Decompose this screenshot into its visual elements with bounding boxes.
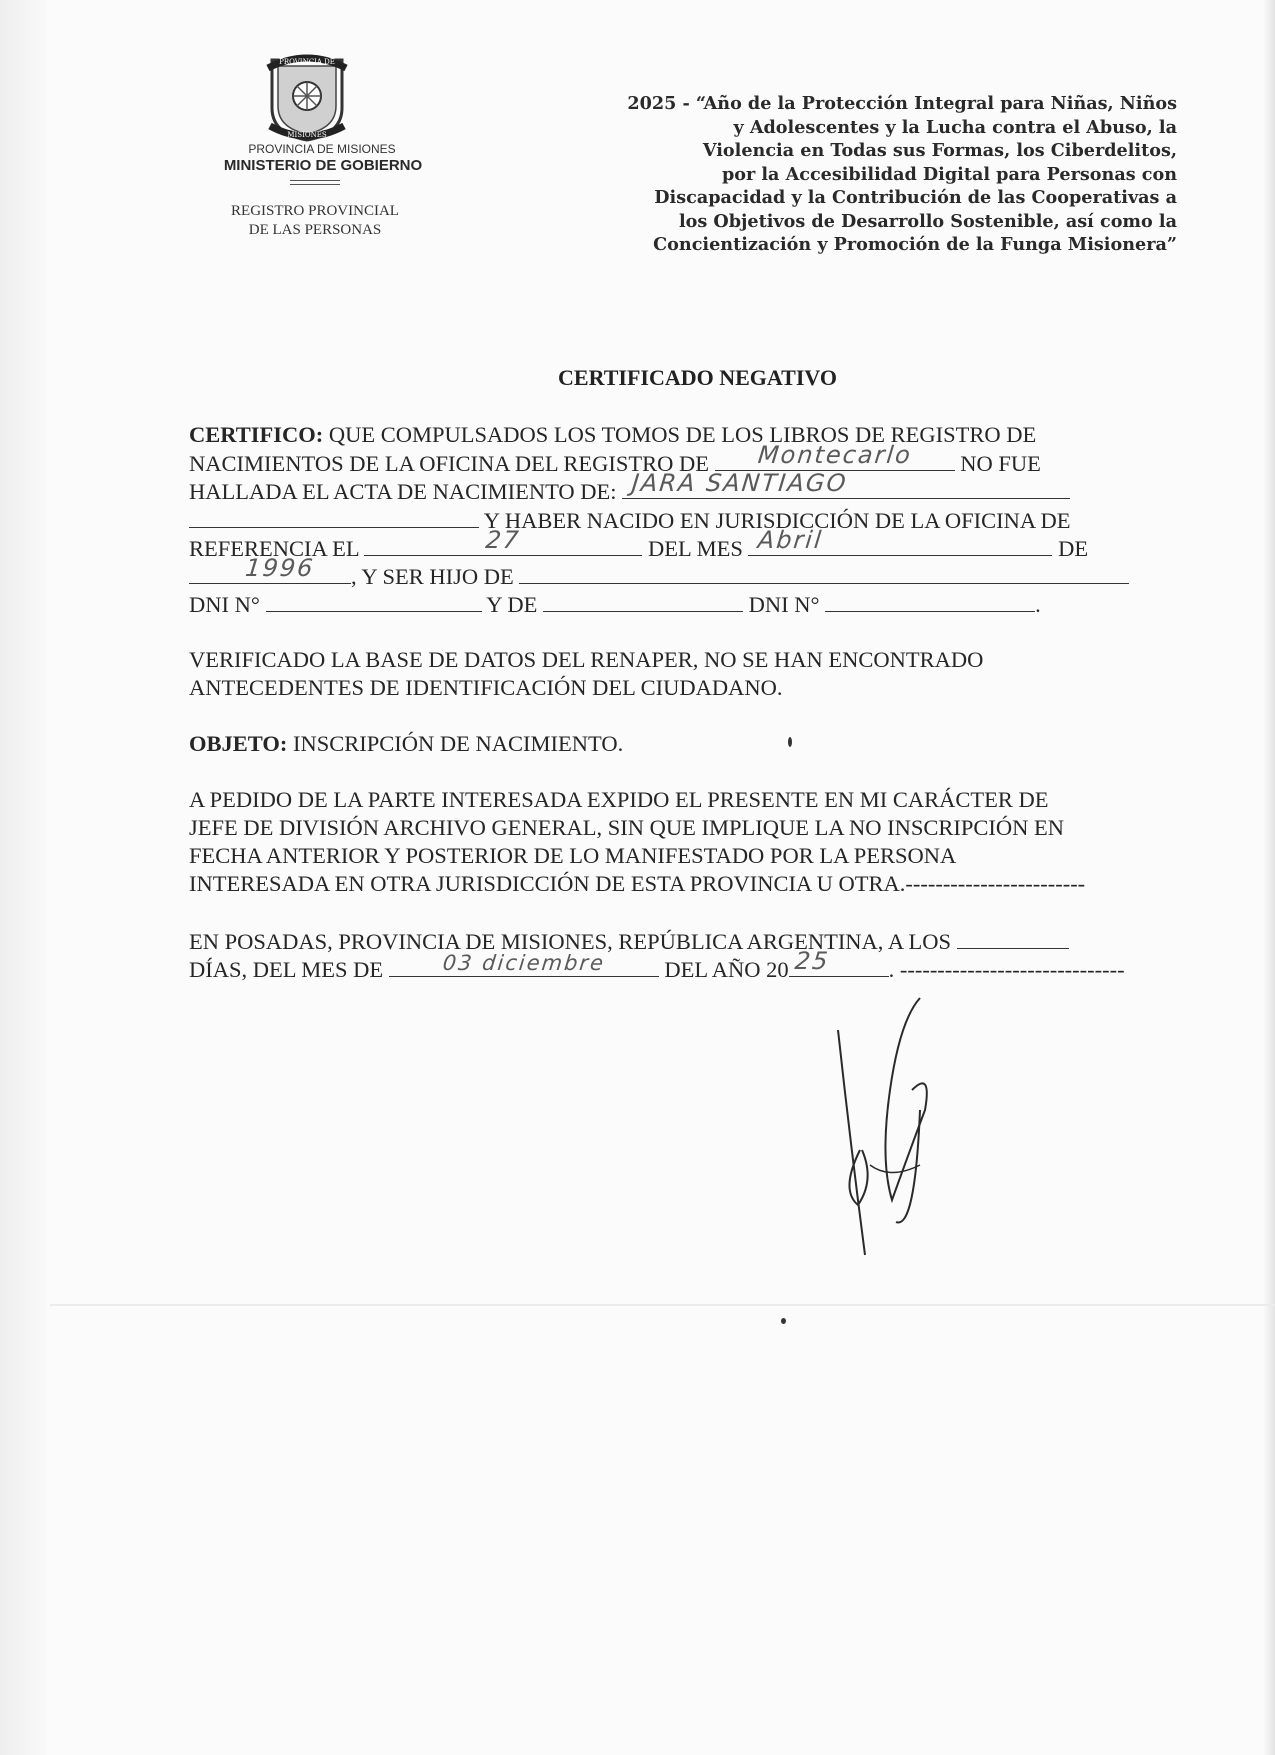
certifico-line [189,591,1041,618]
pedido-line: FECHA ANTERIOR Y POSTERIOR DE LO MANIFESTADO POR LA PERSONA [189,843,957,868]
header-rule [290,180,340,181]
motto-line: Discapacidad y la Contribución de las Cooperativas a [654,187,1177,208]
pedido-line: JEFE DE DIVISIÓN ARCHIVO GENERAL, SIN QUE IMPLIQUE LA NO INSCRIPCIÓN EN [189,815,1064,840]
office-handwritten: Montecarlo [756,441,914,469]
certifico-text: DEL MES [642,536,749,561]
year-field [189,554,351,584]
scan-shadow-right [1263,0,1275,1755]
motto-line: 2025 - “Año de la Protección Integral para Niñas, Niños [627,93,1177,114]
certifico-line [189,469,1070,505]
motto-line: los Objetivos de Desarrollo Sostenible, así como la [678,210,1177,232]
paper-fold-line [50,1304,1275,1306]
office-field [715,441,955,471]
motto-line: Violencia en Todas sus Formas, los Ciberdelitos, [702,140,1177,161]
certifico-text: NACIMIENTOS DE LA OFICINA DEL REGISTRO DE [189,451,715,476]
month-field [748,526,1052,556]
registry-line1: REGISTRO PROVINCIAL [231,203,399,219]
motto-line: y Adolescentes y la Lucha contra el Abuso, la [733,116,1177,138]
father-field [519,563,1129,584]
name-field-continued [189,507,479,528]
header-rule [290,184,340,185]
issue-month-field [389,951,659,977]
certifico-text: . [1035,592,1041,617]
certifico-text: NO FUE [954,451,1041,476]
pedido-line: A PEDIDO DE LA PARTE INTERESADA EXPIDO EL PRESENTE EN MI CARÁCTER DE [189,787,1049,812]
scan-speck [781,1318,786,1324]
province-name: PROVINCIA DE MISIONES [248,142,396,156]
certifico-text: DNI N° [742,592,826,617]
signature-icon [830,990,950,1260]
certifico-text: , Y SER HIJO DE [351,564,520,589]
lugar-text: EN POSADAS, PROVINCIA DE MISIONES, REPÚBLICA ARGENTINA, A LOS [189,929,957,954]
year-handwritten: 1996 [243,554,317,582]
name-field [622,469,1070,499]
dni-field [825,591,1035,612]
motto-line: por la Accesibilidad Digital para Personas con [721,163,1177,185]
objeto-label: OBJETO: [189,731,288,756]
provincial-crest-icon [262,50,352,144]
crest-text-top: PROVINCIA DE [279,58,335,66]
motto-line: Concientización y Promoción de la Funga Misionera” [653,234,1177,255]
mother-field [543,591,743,612]
scan-shadow-left [0,0,46,1755]
certifico-text: HALLADA EL ACTA DE NACIMIENTO DE: [189,479,623,504]
scan-speck [788,737,792,747]
certifico-text: QUE COMPULSADOS LOS TOMOS DE LOS LIBROS DE REGISTRO DE [323,422,1037,447]
lugar-text: DEL AÑO 20 [658,957,789,982]
lugar-text: . ------------------------------ [888,957,1125,982]
certifico-label: CERTIFICO: [189,422,324,447]
pedido-line: INTERESADA EN OTRA JURISDICCIÓN DE ESTA PROVINCIA U OTRA.------------------------ [189,871,1086,896]
issue-year-handwritten: 25 [793,947,831,975]
certifico-text: REFERENCIA EL [189,536,365,561]
month-handwritten: Abril [756,526,825,554]
dni-field [266,591,482,612]
day-handwritten: 27 [484,526,523,554]
objeto-value: INSCRIPCIÓN DE NACIMIENTO. [287,731,624,756]
issue-year-field [789,947,889,977]
certifico-text: Y DE [481,592,543,617]
registry-line2: DE LAS PERSONAS [248,222,382,238]
ministry-name: MINISTERIO DE GOBIERNO [223,157,423,174]
issue-date-handwritten: 03 diciembre [441,951,607,975]
name-handwritten: JARA SANTIAGO [630,469,850,497]
lugar-text: DÍAS, DEL MES DE [189,957,389,982]
renaper-line: VERIFICADO LA BASE DE DATOS DEL RENAPER, NO SE HAN ENCONTRADO [189,647,984,672]
certifico-text: DE [1052,536,1089,561]
crest-text-bottom: MISIONES [287,131,327,139]
renaper-line: ANTECEDENTES DE IDENTIFICACIÓN DEL CIUDADANO. [189,675,783,700]
certifico-text: Y HABER NACIDO EN JURISDICCIÓN DE LA OFICINA DE [479,508,1071,533]
certifico-line [189,554,1129,590]
document-title: CERTIFICADO NEGATIVO [558,365,837,390]
objeto-line [189,731,623,757]
lugar-line [189,947,1125,983]
year-motto [555,92,1177,257]
certifico-text: DNI N° [189,592,266,617]
day-field [364,526,642,556]
days-field [957,928,1069,949]
